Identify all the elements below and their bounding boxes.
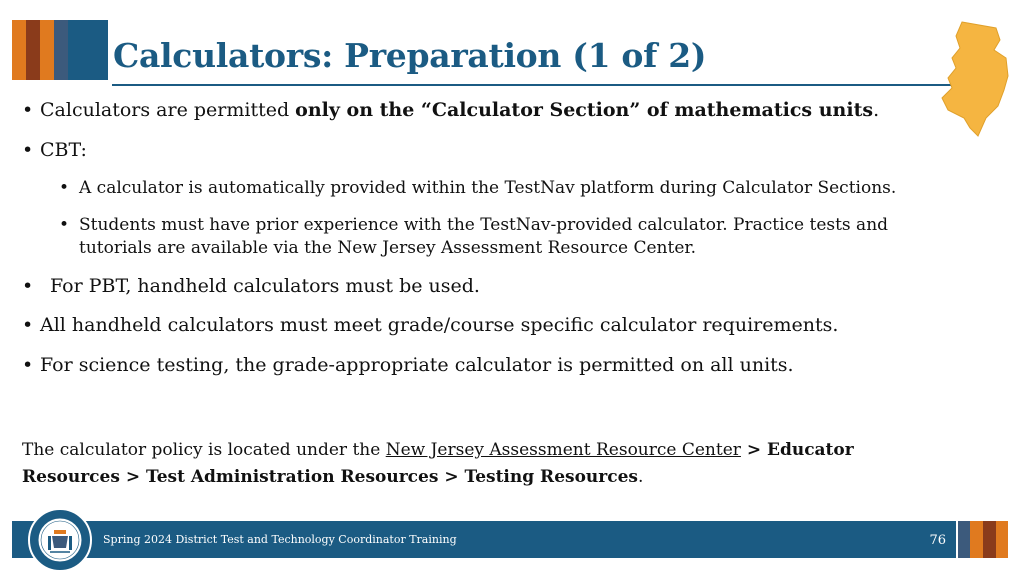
bullet-text: Calculators are permitted bbox=[40, 99, 296, 121]
resource-center-link[interactable]: New Jersey Assessment Resource Center bbox=[385, 440, 741, 460]
page-number: 76 bbox=[929, 533, 946, 548]
bullet-emphasis: only on the “Calculator Section” of mathematics units bbox=[295, 99, 874, 121]
nj-department-of-education-seal bbox=[28, 508, 92, 572]
title-underline bbox=[112, 84, 967, 86]
footer-accent-bars bbox=[958, 521, 1008, 558]
title-accent-bars bbox=[12, 20, 108, 80]
bullet-cbt: • CBT: bbox=[22, 138, 922, 163]
footer-text: Spring 2024 District Test and Technology Coordinator Training bbox=[103, 533, 457, 546]
accent-bar-3 bbox=[40, 20, 54, 80]
footer-accent-bar-2 bbox=[970, 521, 983, 558]
content-body bbox=[22, 98, 922, 393]
new-jersey-map-icon bbox=[934, 18, 1014, 140]
footer-accent-bar-3 bbox=[983, 521, 996, 558]
footer-bar bbox=[12, 521, 956, 558]
bullet-pbt: • For PBT, handheld calculators must be used. bbox=[22, 274, 922, 299]
bullet-science-testing: • For science testing, the grade-appropriate calculator is permitted on all units. bbox=[22, 353, 922, 378]
bullet-handheld-requirements: • All handheld calculators must meet grade/course specific calculator requirements. bbox=[22, 313, 922, 338]
accent-bar-1 bbox=[12, 20, 26, 80]
policy-path: > Educator Resources > Test Administration Resources > Testing Resources bbox=[22, 440, 854, 487]
bullet-calculators-permitted bbox=[22, 98, 922, 123]
policy-period: . bbox=[637, 466, 644, 487]
accent-bar-2 bbox=[26, 20, 40, 80]
accent-bar-4 bbox=[54, 20, 68, 80]
sub-bullet-prior-experience: • Students must have prior experience with the TestNav-provided calculator. Practice tests and tutorials are available via the New Jersey Assessment Resource Center. bbox=[22, 214, 897, 261]
footer-accent-bar-4 bbox=[996, 521, 1008, 558]
sub-bullet-testnav-provided: • A calculator is automatically provided within the TestNav platform during Calculator Sections. bbox=[22, 177, 897, 200]
policy-location bbox=[22, 437, 922, 491]
policy-text: The calculator policy is located under the bbox=[22, 440, 386, 460]
footer-accent-bar-1 bbox=[958, 521, 970, 558]
bullet-period: . bbox=[873, 99, 880, 121]
accent-bar-5 bbox=[68, 20, 108, 80]
page-title: Calculators: Preparation (1 of 2) bbox=[113, 36, 707, 75]
